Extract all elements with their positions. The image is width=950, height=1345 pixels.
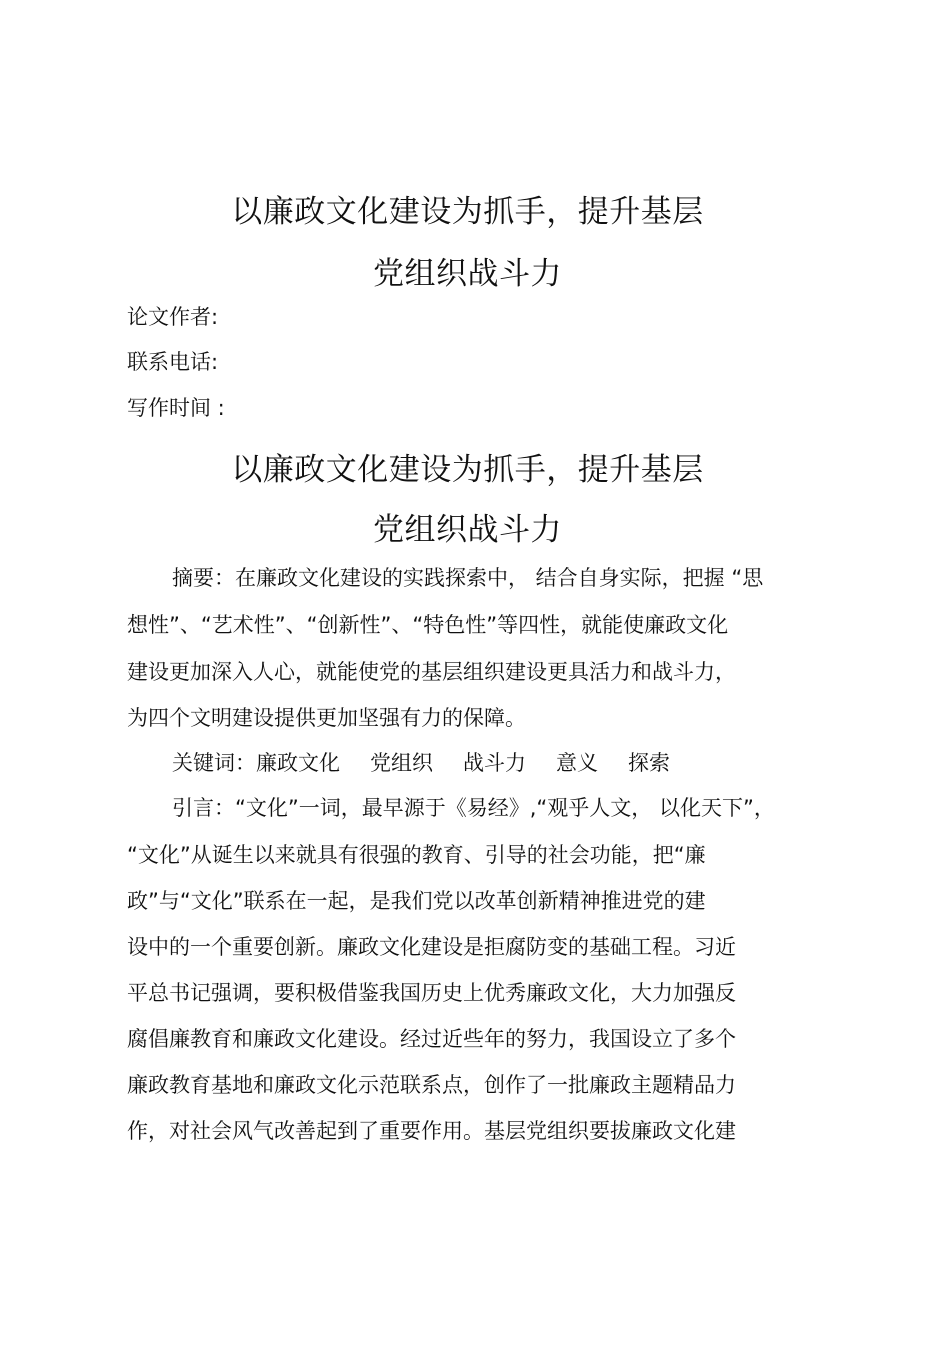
abstract-line: 为四个文明建设提供更加坚强有力的保障。 bbox=[127, 706, 526, 730]
cover-title-line-2: 党组织战斗力 bbox=[373, 256, 562, 292]
phone-label: 联系电话: bbox=[127, 350, 219, 374]
keyword: 探索 bbox=[628, 751, 670, 775]
abstract-line: 建设更加深入人心，就能使党的基层组织建设更具活力和战斗力， bbox=[127, 660, 736, 684]
cover-title-line-1: 以廉政文化建设为抓手，提升基层 bbox=[231, 194, 704, 230]
body-title-line-2: 党组织战斗力 bbox=[373, 512, 562, 548]
keyword: 战斗力 bbox=[463, 751, 526, 775]
intro-line: 引言：“文化”一词，最早源于《易经》,“观乎人文， 以化天下”， bbox=[172, 796, 775, 820]
author-label: 论文作者: bbox=[127, 305, 219, 329]
keywords-row bbox=[172, 748, 700, 778]
intro-line: 作，对社会风气改善起到了重要作用。基层党组织要拔廉政文化建 bbox=[127, 1119, 736, 1143]
keyword: 党组织 bbox=[370, 751, 433, 775]
intro-line: 廉政教育基地和廉政文化示范联系点，创作了一批廉政主题精品力 bbox=[127, 1073, 736, 1097]
abstract-line: 摘要：在廉政文化建设的实践探索中， 结合自身实际，把握 “思 bbox=[172, 566, 764, 590]
intro-line: 平总书记强调，要积极借鉴我国历史上优秀廉政文化，大力加强反 bbox=[127, 981, 736, 1005]
date-label: 写作时间 : bbox=[127, 396, 225, 420]
intro-line: “文化”从诞生以来就具有很强的教育、引导的社会功能，把“廉 bbox=[127, 843, 706, 867]
abstract-line: 想性”、“艺术性”、“创新性”、“特色性”等四性，就能使廉政文化 bbox=[127, 613, 729, 637]
keywords-label: 关键词： bbox=[172, 751, 256, 775]
intro-line: 设中的一个重要创新。廉政文化建设是拒腐防变的基础工程。习近 bbox=[127, 935, 736, 959]
intro-line: 政”与“文化”联系在一起，是我们党以改革创新精神推进党的建 bbox=[127, 889, 706, 913]
keyword: 意义 bbox=[556, 751, 598, 775]
body-title-line-1: 以廉政文化建设为抓手，提升基层 bbox=[231, 452, 704, 488]
keyword: 廉政文化 bbox=[256, 751, 340, 775]
intro-line: 腐倡廉教育和廉政文化建设。经过近些年的努力，我国设立了多个 bbox=[127, 1027, 736, 1051]
